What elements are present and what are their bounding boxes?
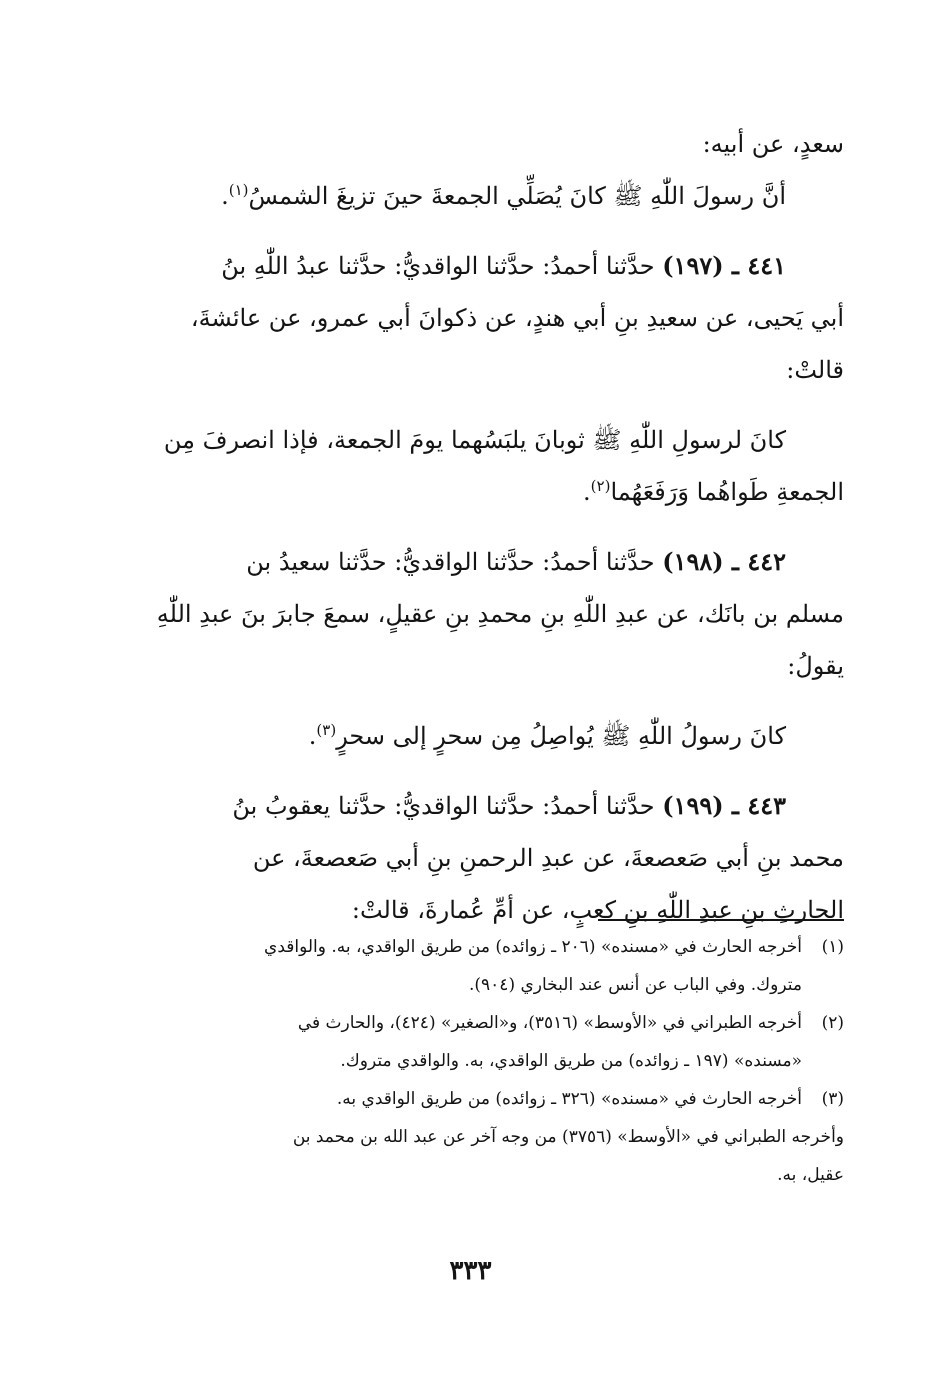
footnote-3-continuation: [96, 1118, 844, 1194]
hadith-text-3: [96, 710, 844, 762]
footnote-ref: (١): [228, 181, 249, 199]
text-line: (١)أخرجه الحارث في «مسنده» (٢٠٦ ـ زوائده) من طريق الواقدي، به. والواقدي: [96, 928, 844, 966]
footnote-number: (٢): [821, 1013, 844, 1033]
text-line: أبي يَحيى، عن سعيدِ بنِ أبي هندٍ، عن ذكوانَ أبي عمرو، عن عائشةَ،: [190, 304, 844, 332]
paragraph-gap: [96, 692, 844, 710]
hadith-number: ٤٤٢ ـ (١٩٨): [662, 547, 786, 576]
footnotes: [96, 928, 844, 1194]
hadith-number: ٤٤٣ ـ (١٩٩): [662, 791, 786, 820]
footnote-2: [96, 1004, 844, 1080]
text-line: الجمعةِ طَواهُما وَرَفَعَهُما$^{(٢)}$.: [583, 477, 844, 506]
text-line: يقولُ:: [787, 652, 844, 680]
paragraph-gap: [96, 518, 844, 536]
footnote-ref: (٣): [316, 721, 337, 739]
text-line: (٣)أخرجه الحارث في «مسنده» (٣٢٦ ـ زوائده) من طريق الواقدي به.: [96, 1080, 844, 1118]
text-line: مسلم بن بانَك، عن عبدِ اللّٰهِ بنِ محمدِ بنِ عقيلٍ، سمعَ جابرَ بنَ عبدِ اللّٰهِ: [156, 600, 844, 628]
text-line: عقيل، به.: [777, 1165, 844, 1185]
paragraph-gap: [96, 762, 844, 780]
text-line: محمد بنِ أبي صَعصعةَ، عن عبدِ الرحمنِ بنِ أبي صَعصعةَ، عن: [252, 844, 844, 872]
text-line: وأخرجه الطبراني في «الأوسط» (٣٧٥٦) من وجه آخر عن عبد الله بن محمد بن: [292, 1127, 844, 1147]
hadith-chain-441: [96, 240, 844, 396]
text-line: قالتْ:: [786, 356, 844, 384]
page-number: ٣٣٣: [449, 1256, 492, 1286]
text-line: «مسنده» (١٩٧ ـ زوائده) من طريق الواقدي، به. والواقدي متروك.: [340, 1051, 802, 1071]
footnote-number: (١): [821, 937, 844, 957]
footnote-1: [96, 928, 844, 1004]
text-line: ٤٤٣ ـ (١٩٩) حدَّثنا أحمدُ: حدَّثنا الواقديُّ: حدَّثنا يعقوبُ بنُ: [232, 791, 786, 820]
footnote-number: (٣): [821, 1089, 844, 1109]
text-line: (٢)أخرجه الطبراني في «الأوسط» (٣٥١٦)، و«الصغير» (٤٢٤)، والحارث في: [96, 1004, 844, 1042]
text-line: سعدٍ، عن أبيه:: [702, 130, 844, 158]
text-line: ٤٤١ ـ (١٩٧) حدَّثنا أحمدُ: حدَّثنا الواقديُّ: حدَّثنا عبدُ اللّٰهِ بنُ: [221, 251, 786, 280]
hadith-chain-443: [96, 780, 844, 936]
hadith-chain-442: [96, 536, 844, 692]
text-line: أنَّ رسولَ اللّٰهِ ﷺ كانَ يُصَلِّي الجمعةَ حينَ تزيغَ الشمسُ$^{(١)}$.: [221, 181, 786, 210]
paragraph-gap: [96, 222, 844, 240]
text-line: متروك. وفي الباب عن أنس عند البخاري (٩٠٤).: [469, 975, 802, 995]
main-text: [96, 118, 844, 936]
text-line: ٤٤٢ ـ (١٩٨) حدَّثنا أحمدُ: حدَّثنا الواقديُّ: حدَّثنا سعيدُ بن: [246, 547, 786, 576]
paragraph-continuation: [96, 118, 844, 170]
text-line: كانَ لرسولِ اللّٰهِ ﷺ ثوبانَ يلبَسُهما يومَ الجمعة، فإذا انصرفَ مِن: [163, 426, 786, 454]
text-line: كانَ رسولُ اللّٰهِ ﷺ يُواصِلُ مِن سحرٍ إلى سحرٍ$^{(٣)}$.: [308, 721, 786, 750]
hadith-number: ٤٤١ ـ (١٩٧): [662, 251, 786, 280]
footnote-ref: (٢): [590, 477, 611, 495]
hadith-text-1: [96, 170, 844, 222]
footnote-separator: [598, 919, 844, 921]
text-line: الحارثِ بنِ عبدِ اللّٰهِ بنِ كعبٍ، عن أمِّ عُمارةَ، قالتْ:: [351, 896, 844, 924]
footnote-3: [96, 1080, 844, 1118]
hadith-text-2: [96, 414, 844, 518]
paragraph-gap: [96, 396, 844, 414]
